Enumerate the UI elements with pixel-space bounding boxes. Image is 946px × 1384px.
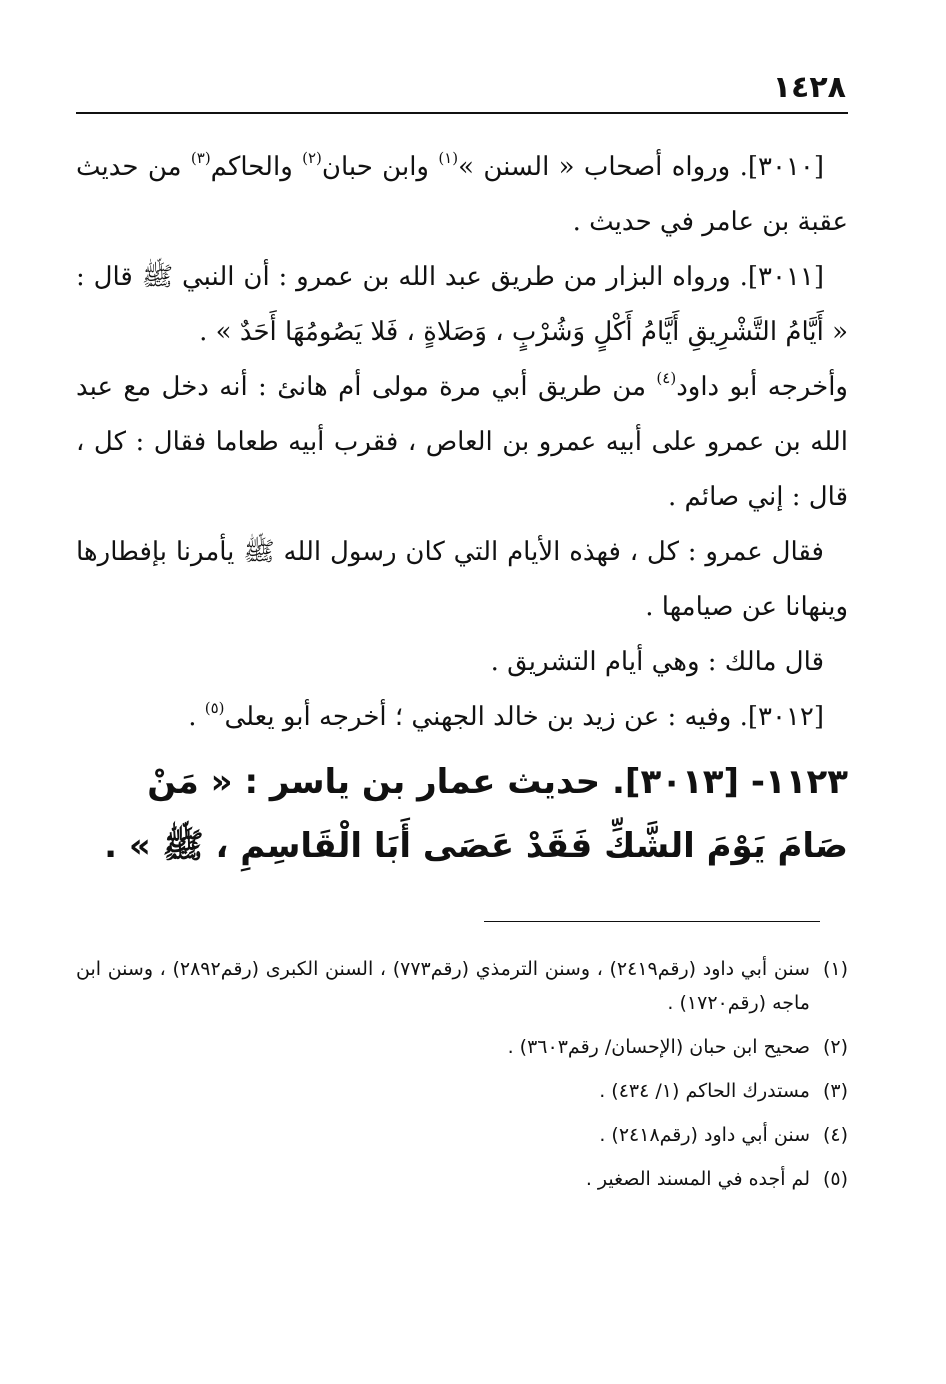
paragraph-3011: [٣٠١١]. ورواه البزار من طريق عبد الله بن عمرو : أن النبي ﷺ قال : « أَيَّامُ التَّشْرِيقِ أَيَّامُ أَكْلٍ وَشُرْبٍ ، وَصَلاةٍ ، فَلا يَصُومُهَا أَحَدٌ » . — [76, 262, 848, 347]
footnote-divider — [484, 921, 820, 922]
footnote-number: (١) — [822, 958, 848, 980]
footnote-text: صحيح ابن حبان (الإحسان/ رقم٣٦٠٣) . — [507, 1036, 810, 1058]
hadith-1123 — [76, 750, 848, 878]
page-number: ١٤٢٨ — [772, 70, 846, 105]
footnote-ref-4[interactable]: (٤) — [656, 369, 677, 387]
footnote-number: (٥) — [822, 1168, 848, 1190]
paragraph-abu-dawud: وأخرجه أبو داود$^{(٤)}$ من طريق أبي مرة مولى أم هانئ : أنه دخل مع عبد الله بن عمرو على أبيه عمرو بن العاص ، فقرب أبيه طعاما فقال : كل ، قال : إني صائم . — [76, 369, 848, 512]
paragraph-malik: قال مالك : وهي أيام التشريق . — [490, 647, 824, 677]
paragraph-3012: [٣٠١٢]. وفيه : عن زيد بن خالد الجهني ؛ أخرجه أبو يعلى$^{(٥)}$ . — [188, 699, 824, 732]
footnote-number: (٤) — [822, 1124, 848, 1146]
paragraph-amr: فقال عمرو : كل ، فهذه الأيام التي كان رسول الله ﷺ يأمرنا بإفطارها وينهانا عن صيامها . — [76, 537, 848, 622]
footnote-text: مستدرك الحاكم (١/ ٤٣٤) . — [599, 1080, 810, 1102]
hadith-paragraph — [76, 750, 848, 878]
footnote-text: سنن أبي داود (رقم٢٤١٨) . — [599, 1124, 810, 1146]
footnote-4 — [76, 1118, 848, 1152]
footnote-ref-2[interactable]: (٢) — [302, 149, 322, 167]
hadith-number: ١١٢٣- [٣٠١٣]. حديث عمار بن ياسر : — [244, 762, 848, 802]
footnote-2 — [76, 1030, 848, 1064]
footnote-text: لم أجده في المسند الصغير . — [585, 1168, 810, 1190]
footnote-ref-1[interactable]: (١) — [438, 149, 459, 167]
footnote-3 — [76, 1074, 848, 1108]
main-text — [76, 140, 848, 745]
footnotes — [76, 952, 848, 1206]
header-rule — [76, 112, 848, 114]
footnote-1 — [76, 952, 848, 1020]
footnote-number: (٢) — [822, 1036, 848, 1058]
footnote-text: سنن أبي داود (رقم٢٤١٩) ، وسنن الترمذي (رقم٧٧٣) ، السنن الكبرى (رقم٢٨٩٢) ، وسنن ابن ماجه (رقم١٧٢٠) . — [76, 958, 810, 1014]
paragraph-3010: [٣٠١٠]. ورواه أصحاب « السنن »$^{(١)}$ وابن حبان$^{(٢)}$ والحاكم$^{(٣)}$ من حديث عقبة بن عامر في حديث . — [76, 149, 848, 237]
hadith-text: « مَنْ صَامَ يَوْمَ الشَّكِّ فَقَدْ عَصَى أَبَا الْقَاسِمِ ، ﷺ » . — [104, 762, 848, 866]
footnote-ref-3[interactable]: (٣) — [190, 149, 211, 167]
footnote-5 — [76, 1162, 848, 1196]
footnote-number: (٣) — [822, 1080, 848, 1102]
footnote-ref-5[interactable]: (٥) — [204, 699, 225, 717]
